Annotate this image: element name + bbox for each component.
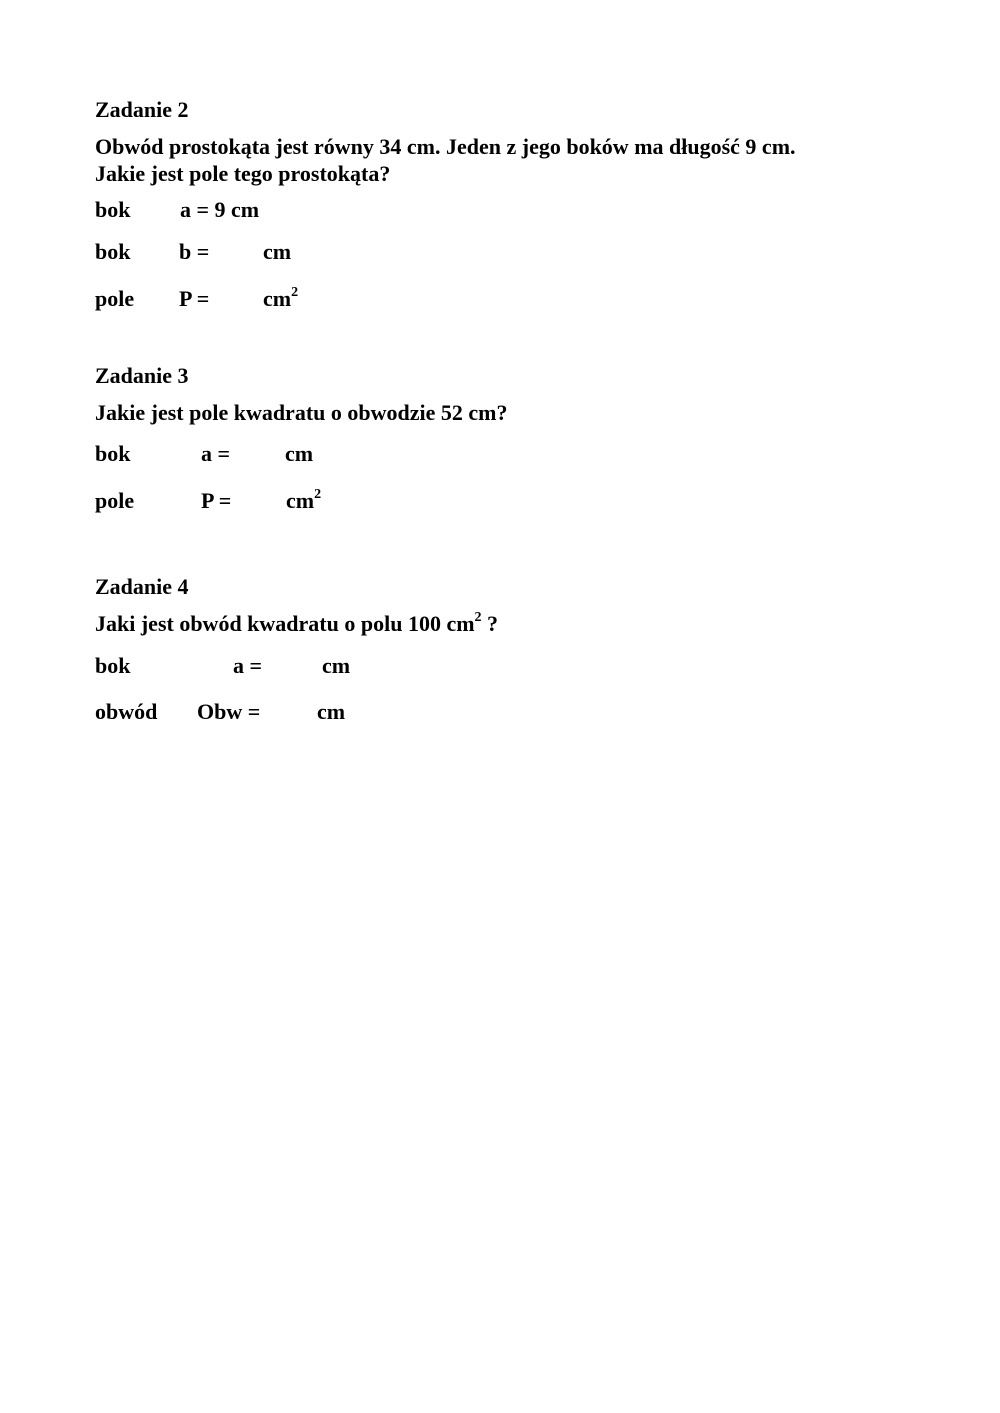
task3-row1-unit: cm [285,441,314,466]
task2-question-line1: Obwód prostokąta jest równy 34 cm. Jeden z jego boków ma długość 9 cm. [95,134,796,159]
task4-row2-var: Obw = [197,699,261,724]
task2-row2-label: bok [95,239,131,264]
task4-question-exponent: 2 [474,610,482,625]
task3-row2-unit-group [286,487,322,513]
task2-row3-exponent: 2 [291,285,299,300]
task2-row2-var: b = [179,239,210,264]
task3-row1-label: bok [95,441,131,466]
task3-row2-unit: cm [286,488,315,513]
task2-title: Zadanie 2 [95,97,189,122]
task4-row1-unit: cm [322,653,351,678]
task4-question [95,610,499,636]
task4-row1-label: bok [95,653,131,678]
task3-title: Zadanie 3 [95,363,189,388]
task4-row2-label: obwód [95,699,158,724]
task4-row2-unit: cm [317,699,346,724]
task2-row3-label: pole [95,286,135,311]
task4-question-end: ? [481,611,499,636]
task2-row2-unit: cm [263,239,292,264]
task2-row1-label: bok [95,197,131,222]
task3-row2-var: P = [201,488,232,513]
task3-row2-label: pole [95,488,135,513]
task2-row3-var: P = [179,286,210,311]
task3-row2-exponent: 2 [314,487,322,502]
task3-row1-var: a = [201,441,231,466]
task4-question-text: Jaki jest obwód kwadratu o polu 100 cm [95,611,475,636]
task3-question: Jakie jest pole kwadratu o obwodzie 52 cm? [95,400,508,425]
task2-question-line2: Jakie jest pole tego prostokąta? [95,161,391,186]
task2-row3-unit-group [263,285,299,311]
task2-row3-unit: cm [263,286,292,311]
task2-row1-expr: a = 9 cm [180,197,260,222]
task4-title: Zadanie 4 [95,574,189,599]
task4-row1-var: a = [233,653,263,678]
